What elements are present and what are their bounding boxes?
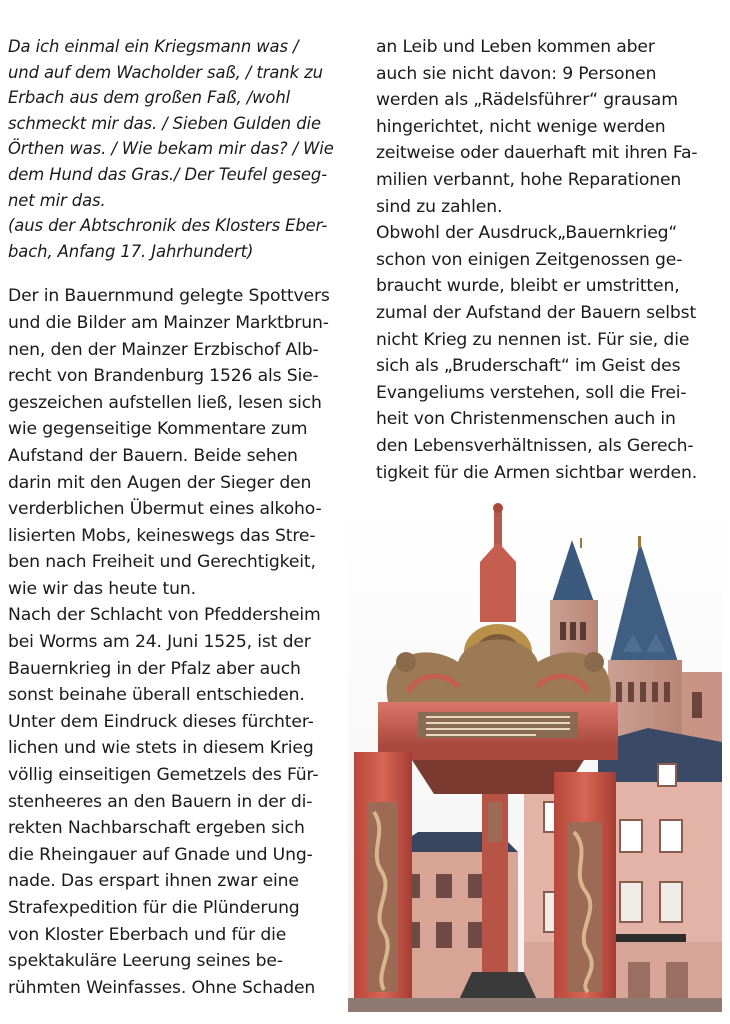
body-line: die Rheingauer auf Gnade und Ung- [8, 844, 313, 865]
body-line: recht von Brandenburg 1526 als Sie- [8, 366, 319, 387]
body-line: nade. Das erspart ihnen zwar eine [8, 871, 299, 892]
body-line: den Lebensverhältnissen, als Gerech- [376, 435, 694, 456]
body-line: auch sie nicht davon: 9 Personen [376, 63, 657, 84]
body-line: darin mit den Augen der Sieger den [8, 472, 312, 493]
body-line: heit von Christenmenschen auch in [376, 409, 676, 430]
body-line: bei Worms am 24. Juni 1525, ist der [8, 632, 311, 653]
body-line: Der in Bauernmund gelegte Spottvers [8, 286, 330, 307]
quote-line: schmeckt mir das. / Sieben Gulden die [8, 113, 321, 133]
body-line: milien verbannt, hohe Reparationen [376, 169, 682, 190]
body-line: zeitweise oder dauerhaft mit ihren Fa- [376, 143, 698, 164]
body-line: Unter dem Eindruck dieses fürchter- [8, 711, 314, 732]
body-line: und die Bilder am Mainzer Marktbrun- [8, 312, 329, 333]
body-line: Evangeliums verstehen, soll die Frei- [376, 382, 687, 403]
body-line: geszeichen aufstellen ließ, lesen sich [8, 392, 322, 413]
body-line: werden als „Rädelsführer“ grausam [376, 90, 678, 111]
body-line: Aufstand der Bauern. Beide sehen [8, 445, 298, 466]
body-line: wie gegenseitige Kommentare zum [8, 419, 308, 440]
body-line: zumal der Aufstand der Bauern selbst [376, 302, 697, 323]
quote-line: Örthen was. / Wie bekam mir das? / Wie [8, 139, 334, 159]
quote-line: Da ich einmal ein Kriegsmann was / [8, 37, 299, 56]
market-fountain-photo [348, 502, 722, 1012]
quote-line: Erbach aus dem großen Faß, /wohl [8, 88, 291, 108]
body-text-left [8, 283, 348, 1001]
body-line: lisierten Mobs, keineswegs das Stre- [8, 525, 316, 546]
body-line: sind zu zahlen. [376, 196, 503, 217]
body-line: ben nach Freiheit und Gerechtigkeit, [8, 552, 316, 573]
quote-line: dem Hund das Gras./ Der Teufel geseg- [8, 164, 328, 184]
body-line: braucht wurde, bleibt er umstritten, [376, 276, 680, 297]
left-column [8, 0, 348, 1001]
body-line: stenheeres an den Bauern in der di- [8, 791, 313, 812]
body-line: nicht Krieg zu nennen ist. Für sie, die [376, 329, 690, 350]
body-line: Obwohl der Ausdruck„Bauernkrieg“ [376, 223, 678, 244]
body-line: lichen und wie stets in diesem Krieg [8, 738, 314, 759]
body-line: Nach der Schlacht von Pfeddersheim [8, 605, 321, 626]
quote-source-line: bach, Anfang 17. Jahrhundert) [8, 241, 254, 261]
body-line: sonst beinahe überall entschieden. [8, 685, 305, 706]
body-line: tigkeit für die Armen sichtbar werden. [376, 462, 698, 483]
quote-source-line: (aus der Abtschronik des Klosters Eber- [8, 216, 328, 236]
body-line: verderblichen Übermut eines alkoho- [8, 499, 322, 520]
body-line: völlig einseitigen Gemetzels des Für- [8, 765, 319, 786]
body-line: spektakuläre Leerung seines be- [8, 951, 283, 972]
body-line: von Kloster Eberbach und für die [8, 924, 287, 945]
body-line: an Leib und Leben kommen aber [376, 37, 655, 57]
verse-quote [8, 0, 348, 264]
body-line: schon von einigen Zeitgenossen ge- [376, 249, 683, 270]
body-text-right [376, 0, 720, 486]
body-line: nen, den der Mainzer Erzbischof Alb- [8, 339, 319, 360]
body-line: Strafexpedition für die Plünderung [8, 898, 300, 918]
quote-line: net mir das. [8, 190, 106, 210]
right-column [376, 0, 720, 486]
quote-line: und auf dem Wacholder saß, / trank zu [8, 62, 323, 82]
body-line: hingerichtet, nicht wenige werden [376, 116, 666, 137]
body-line: rühmten Weinfasses. Ohne Schaden [8, 977, 316, 998]
body-line: Bauernkrieg in der Pfalz aber auch [8, 658, 301, 679]
body-line: sich als „Bruderschaft“ im Geist des [376, 356, 681, 377]
body-line: wie wir das heute tun. [8, 578, 196, 599]
body-line: rekten Nachbarschaft ergeben sich [8, 818, 305, 839]
